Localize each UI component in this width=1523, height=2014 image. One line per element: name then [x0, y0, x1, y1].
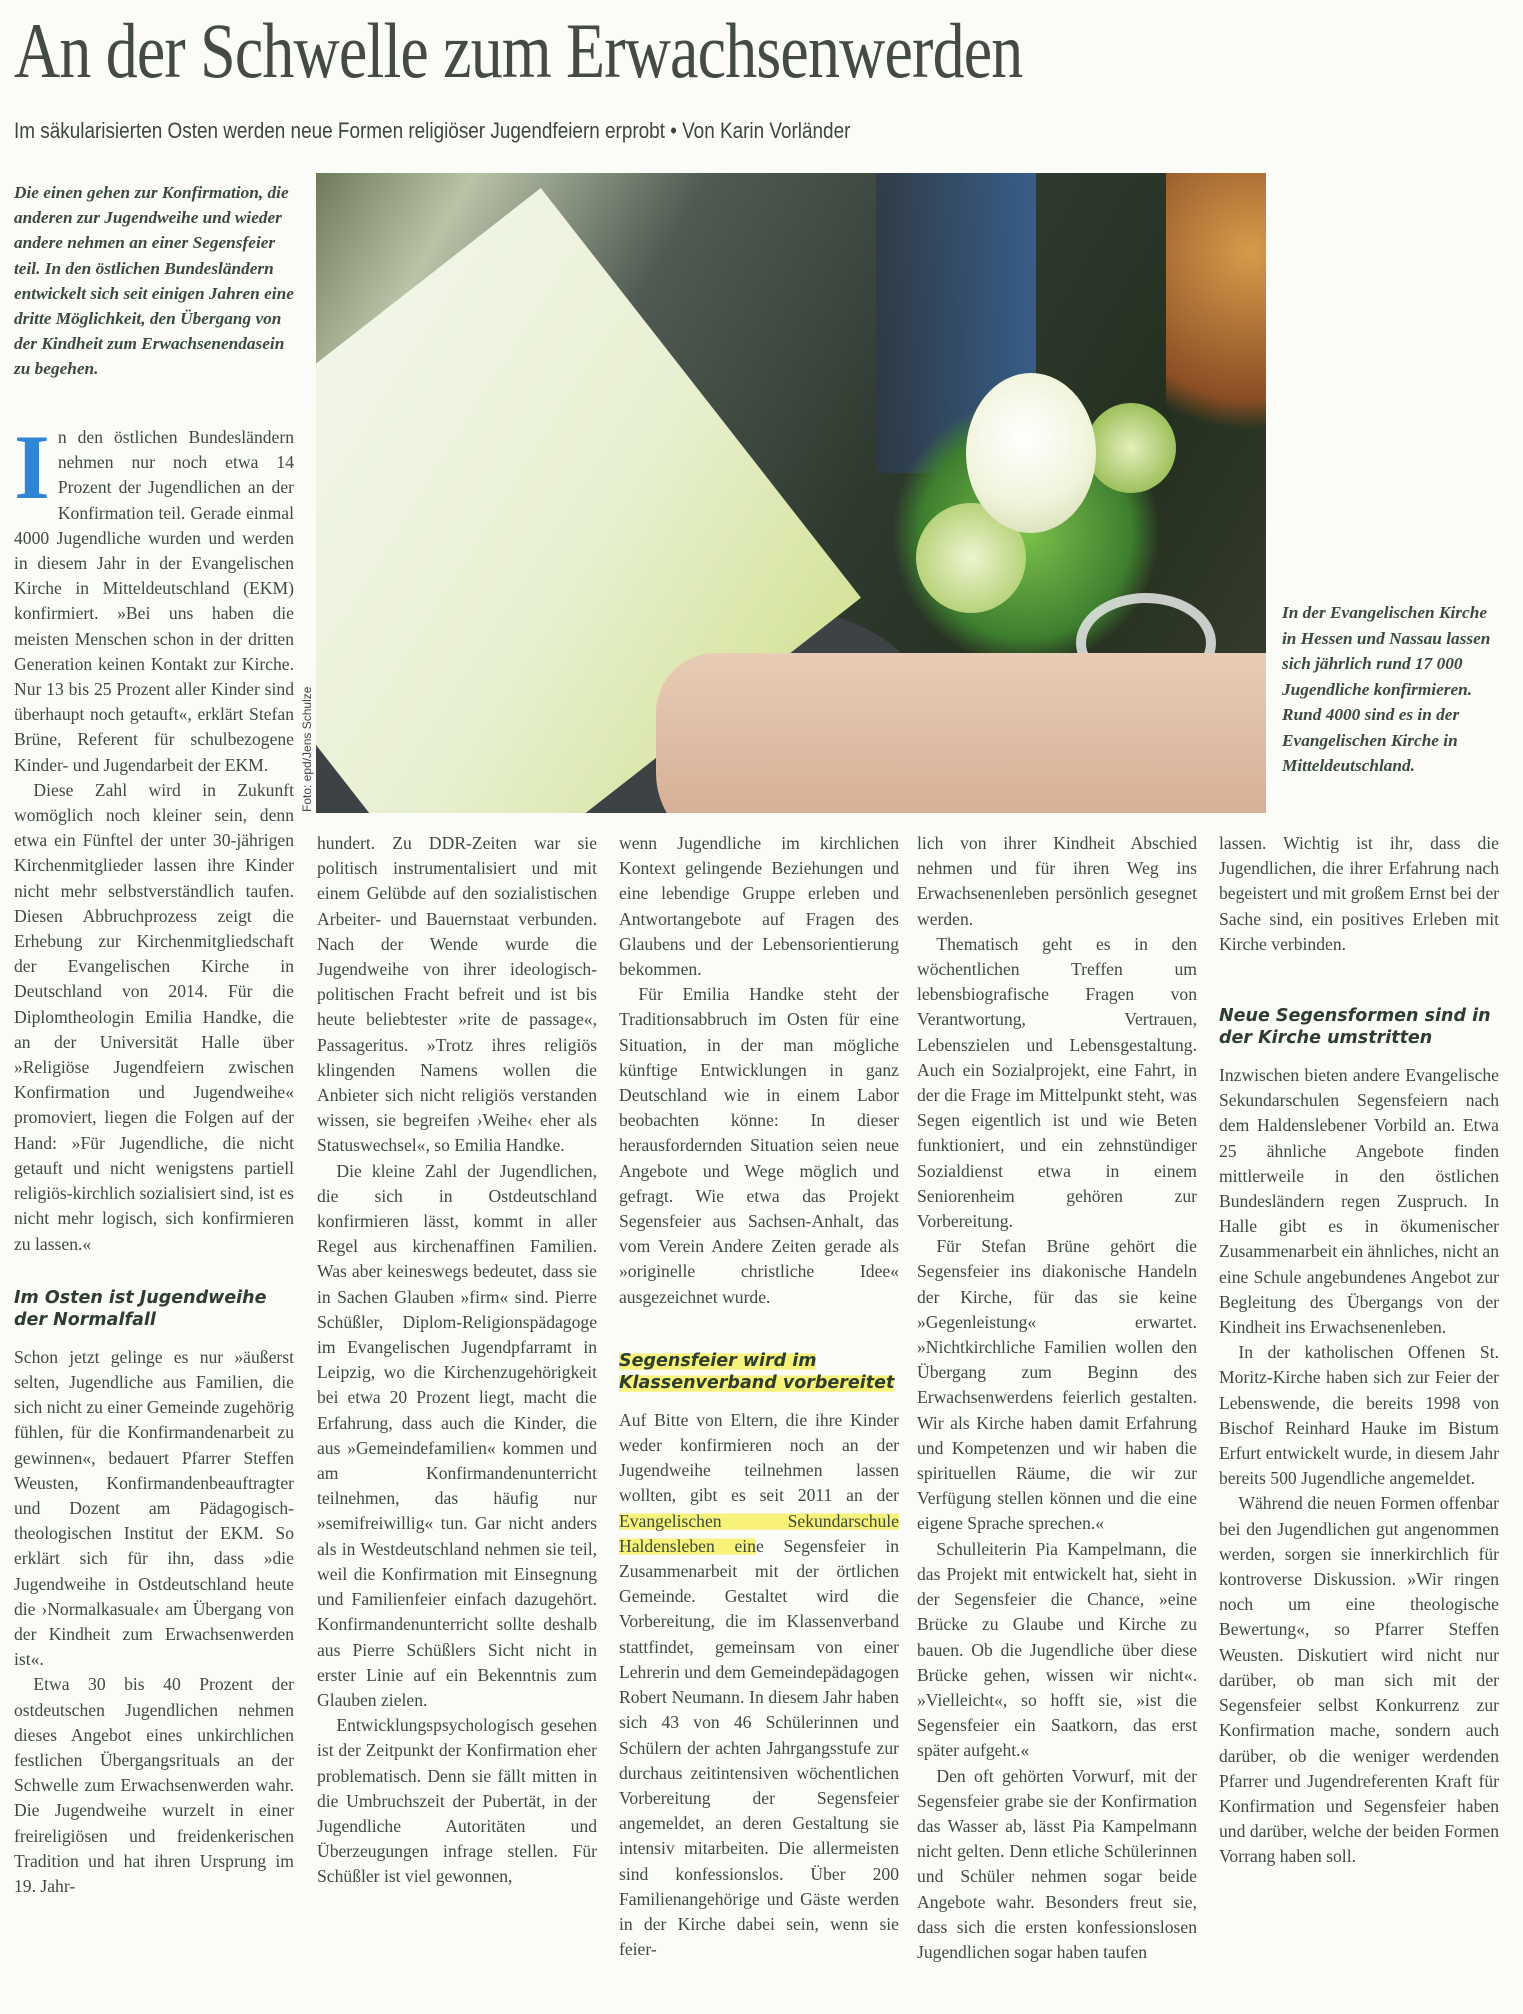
body-paragraph: Während die neuen Formen offenbar bei den Jugendlichen gut angenommen werden, sorgen sie innerkirchlich für kontroverse Diskussion. »Wir ringen noch um eine theologische Bewertung«, so Pfarrer Steffen Weusten. Diskutiert wird nicht nur darüber, ob man sich mit der Segensfeier selbst Konkurrenz zur Konfirmation mache, sondern auch darüber, ob die weniger werdenden Pfarrer und Jugendreferenten Kraft für Konfirmation und Segensfeier haben und darüber, welche der beiden Formen Vorrang haben soll. — [1219, 1493, 1499, 1867]
article-column-1 — [14, 416, 294, 1899]
article-column-2 — [317, 831, 597, 1890]
highlighted-text: Evangelischen Sekundarschule Haldensleben ein — [619, 1510, 899, 1556]
body-paragraph: Thematisch geht es in den wöchentlichen Treffen um lebensbiografische Fragen von Verantwortung, Vertrauen, Lebenszielen und Lebensgestaltung. Auch ein Sozialprojekt, eine Fahrt, in der die Frage im Mittelpunkt steht, was Segen eigentlich ist und wie Beten funktioniert, und ein zehnstündiger Sozialdienst etwa in einem Seniorenheim gehören zur Vorbereitung. — [917, 933, 1197, 1232]
body-paragraph: Für Emilia Handke steht der Traditionsabbruch im Osten für eine Situation, in der man mögliche künftige Entwicklungen in ganz Deutschland wie in einem Labor beobachten könne: In dieser herausfordernden Situation seien neue Angebote und Wege möglich und gefragt. Wie etwa das Projekt Segensfeier aus Sachsen-Anhalt, das vom Verein Andere Zeiten gerade als »originelle christliche Idee« ausgezeichnet wurde. — [619, 984, 899, 1307]
photo-caption: In der Evangelischen Kirche in Hessen und Nassau lassen sich jährlich rund 17 000 Jugendliche konfirmieren. Rund 4000 sind es in der Evangelischen Kirche in Mitteldeutschland. — [1282, 603, 1491, 775]
body-paragraph: In der katholischen Offenen St. Moritz-Kirche haben sich zur Feier der Lebenswende, die bereits 1998 von Bischof Reinhard Hauke im Bistum Erfurt entwickelt wurde, in diesem Jahr bereits 500 Jugendliche angemeldet. — [1219, 1342, 1499, 1489]
body-paragraph: Die kleine Zahl der Jugendlichen, die sich in Ostdeutschland konfirmieren lässt, kommt in aller Regel aus kirchenaffinen Familien. Was aber keineswegs bedeutet, dass sie in Sachen Glauben »firm« sind. Pierre Schüßler, Diplom-Religionspädagoge im Evangelischen Jugendpfarramt in Leipzig, wo die Kirchenzugehörigkeit bei etwa 20 Prozent liegt, macht die Erfahrung, dass auch die Kinder, die aus »Gemeindefamilien« kommen und am Konfirmandenunterricht teilnehmen, das häufig nur »semifreiwillig« tun. Gar nicht anders als in Westdeutschland nehmen sie teil, weil die Konfirmation mit Einsegnung und Familienfeier einfach dazugehört. Konfirmandenunterricht sollte deshalb aus Pierre Schüßlers Sicht nicht in erster Linie auf ein Bekenntnis zum Glauben zielen. — [317, 1160, 597, 1710]
article-column-3 — [619, 831, 899, 1962]
article-column-4 — [917, 831, 1197, 1965]
body-paragraph: Inzwischen bieten andere Evangelische Sekundarschulen Segensfeiern nach dem Haldenslebener Vorbild an. Etwa 25 ähnliche Angebote finden mittlerweile in den östlichen Bundesländern regen Zuspruch. In Halle gibt es in ökumenischer Zusammenarbeit ein ähnliches, nicht an eine Schule angebundenes Angebot zur Begleitung des Übergangs von der Kindheit ins Erwachsenenleben. — [1219, 1065, 1499, 1338]
body-paragraph: Entwicklungspsychologisch gesehen ist der Zeitpunkt der Konfirmation eher problematisch. Denn sie fällt mitten in die Umbruchszeit der Pubertät, in der Jugendliche Autoritäten und Überzeugungen infrage stellen. Für Schüßler ist viel gewonnen, — [317, 1715, 597, 1887]
photo-credit: Foto: epd/Jens Schulze — [300, 686, 314, 812]
body-paragraph: Schon jetzt gelinge es nur »äußerst selten, Jugendliche aus Familien, die sich nicht zu einer Gemeinde zugehörig fühlen, für die Konfirmandenarbeit zu gewinnen«, bedauert Pfarrer Steffen Weusten, Konfirmandenbeauftragter und Dozent am Pädagogisch-theologischen Institut der EKM. So erklärt sich für ihn, dass »die Jugendweihe in Ostdeutschland heute die ›Normalkasuale‹ am Übergang von der Kindheit zum Erwachsenwerden ist«. — [14, 1346, 294, 1670]
body-paragraph: Auf Bitte von Eltern, die ihre Kinder weder konfirmieren noch an der Jugendweihe teilnehmen lassen wollten, gibt es seit 2011 an der Evangelischen Sekundarschule Haldensleben eine Segensfeier in Zusammenarbeit mit der örtlichen Gemeinde. Gestaltet wird die Vorbereitung, die im Klassenverband stattfindet, gemeinsam von einer Lehrerin und dem Gemeindepädagogen Robert Neumann. In diesem Jahr haben sich 43 von 46 Schülerinnen und Schülern der achten Jahrgangsstufe zur durchaus zeitintensiven wöchentlichen Vorbereitung der Segensfeier angemeldet, an deren Gestaltung sie intensiv mitarbeiten. Die allermeisten sind konfessionslos. Über 200 Familienangehörige und Gäste werden in der Kirche dabei sein, wenn sie feier- — [619, 1409, 899, 1960]
article-column-5 — [1219, 831, 1499, 1870]
section-heading-highlighted: Segensfeier wird im Klassenverband vorbereitet — [619, 1350, 895, 1393]
photo-hair — [1166, 173, 1266, 483]
article-headline: An der Schwelle zum Erwachsenwerden — [14, 7, 1023, 94]
body-paragraph: Etwa 30 bis 40 Prozent der ostdeutschen Jugendlichen nehmen dieses Angebot eines unkirchlichen festlichen Übergangsrituals an der Schwelle zum Erwachsenwerden wahr. Die Jugendweihe wurzelt in einer freireligiösen und freidenkerischen Tradition und hat ihren Ursprung im 19. Jahr- — [14, 1674, 294, 1896]
body-paragraph: Den oft gehörten Vorwurf, mit der Segensfeier grabe sie der Konfirmation das Wasser ab, lässt Pia Kampelmann nicht gelten. Denn etliche Schülerinnen und Schüler nehmen sogar beide Angebote wahr. Besonders freut sie, dass sich die ersten konfessionslosen Jugendlichen sogar haben taufen — [917, 1765, 1197, 1962]
body-paragraph: In den östlichen Bundesländern nehmen nur noch etwa 14 Prozent der Jugendlichen an der Konfirmation teil. Gerade einmal 4000 Jugendliche wurden und werden in diesem Jahr in der Evangelischen Kirche in Mitteldeutschland (EKM) konfirmiert. »Bei uns haben die meisten Menschen schon in der dritten Generation keinen Kontakt zur Kirche. Nur 13 bis 25 Prozent aller Kinder sind überhaupt noch getauft«, erklärt Stefan Brüne, Referent für schulbezogene Kinder- und Jugendarbeit der EKM. — [14, 416, 294, 775]
article-photo — [316, 173, 1266, 813]
article-intro: Die einen gehen zur Konfirmation, die anderen zur Jugendweihe und wieder andere nehmen an einer Segensfeier teil. In den östlichen Bundesländern entwickelt sich seit einigen Jahren eine dritte Möglichkeit, den Übergang von der Kindheit zum Erwachsenendasein zu begehen. — [14, 183, 294, 379]
photo-white-rose — [966, 373, 1096, 533]
body-paragraph: Schulleiterin Pia Kampelmann, die das Projekt mit entwickelt hat, sieht in der Segensfeier die Chance, »eine Brücke zu Glaube und Kirche zu bauen. Ob die Jugendliche über diese Brücke gehen, wissen wir nicht«. »Vielleicht«, so hofft sie, »ist die Segensfeier ein Saatkorn, das erst später aufgeht.« — [917, 1538, 1197, 1761]
body-paragraph: lassen. Wichtig ist ihr, dass die Jugendlichen, die ihrer Erfahrung nach begeistert und mit großem Ernst bei der Sache sind, ein positives Erleben mit Kirche verbinden. — [1219, 833, 1499, 954]
section-heading: Im Osten ist Jugendweihe der Normalfall — [14, 1287, 267, 1330]
body-paragraph: hundert. Zu DDR-Zeiten war sie politisch instrumentalisiert und mit einem Gelübde auf den sozialistischen Arbeiter- und Bauernstaat verbunden. Nach der Wende wurde die Jugendweihe von ihrer ideologisch-politischen Fracht befreit und ist bis heute beliebtester »rite de passage«, Passageritus. »Trotz ihres religiös klingenden Namens wollen die Anbieter sich nicht religiös verstanden wissen, sie begreifen ›Weihe‹ eher als Statuswechsel«, so Emilia Handke. — [317, 833, 597, 1156]
article-subheadline: Im säkularisierten Osten werden neue Formen religiöser Jugendfeiern erprobt • Von Karin Vorländer — [14, 118, 851, 143]
body-paragraph: Diese Zahl wird in Zukunft womöglich noch kleiner sein, denn etwa ein Fünftel der unter 30-jährigen Kirchenmitglieder lassen ihre Kinder nicht mehr selbstverständlich taufen. Diesen Abbruchprozess zeigt die Erhebung zur Kirchenmitgliedschaft der Evangelischen Kirche in Deutschland von 2014. Für die Diplomtheologin Emilia Handke, die an der Universität Halle über »Religiöse Jugendfeiern zwischen Konfirmation und Jugendweihe« promoviert, liegen die Folgen auf der Hand: »Für Jugendliche, die nicht getauft und nicht wenigstens partiell religiös-kirchlich sozialisiert sind, ist es nicht mehr logisch, sich konfirmieren zu lassen.« — [14, 779, 294, 1254]
body-paragraph: Für Stefan Brüne gehört die Segensfeier ins diakonische Handeln der Kirche, für das sie keine »Gegenleistung« erwartet. »Nichtkirchliche Familien wollen den Übergang zum Beginn des Erwachsenwerdens feierlich gestalten. Wir als Kirche haben damit Erfahrung und Kompetenzen und wir haben die spirituellen Räume, die wir zur Verfügung stellen können und die eine eigene Sprache sprechen.« — [917, 1236, 1197, 1534]
photo-hydrangea — [1086, 403, 1176, 493]
dropcap: I — [14, 416, 50, 518]
body-paragraph: lich von ihrer Kindheit Abschied nehmen und für ihren Weg ins Erwachsenenleben persönlich gesegnet werden. — [917, 833, 1197, 929]
body-paragraph: wenn Jugendliche im kirchlichen Kontext gelingende Beziehungen und eine lebendige Gruppe erleben und Antwortangebote auf Fragen des Glaubens und der Lebensorientierung bekommen. — [619, 833, 899, 980]
section-heading: Neue Segensformen sind in der Kirche umstritten — [1219, 1006, 1491, 1049]
photo-hand — [656, 653, 1266, 813]
